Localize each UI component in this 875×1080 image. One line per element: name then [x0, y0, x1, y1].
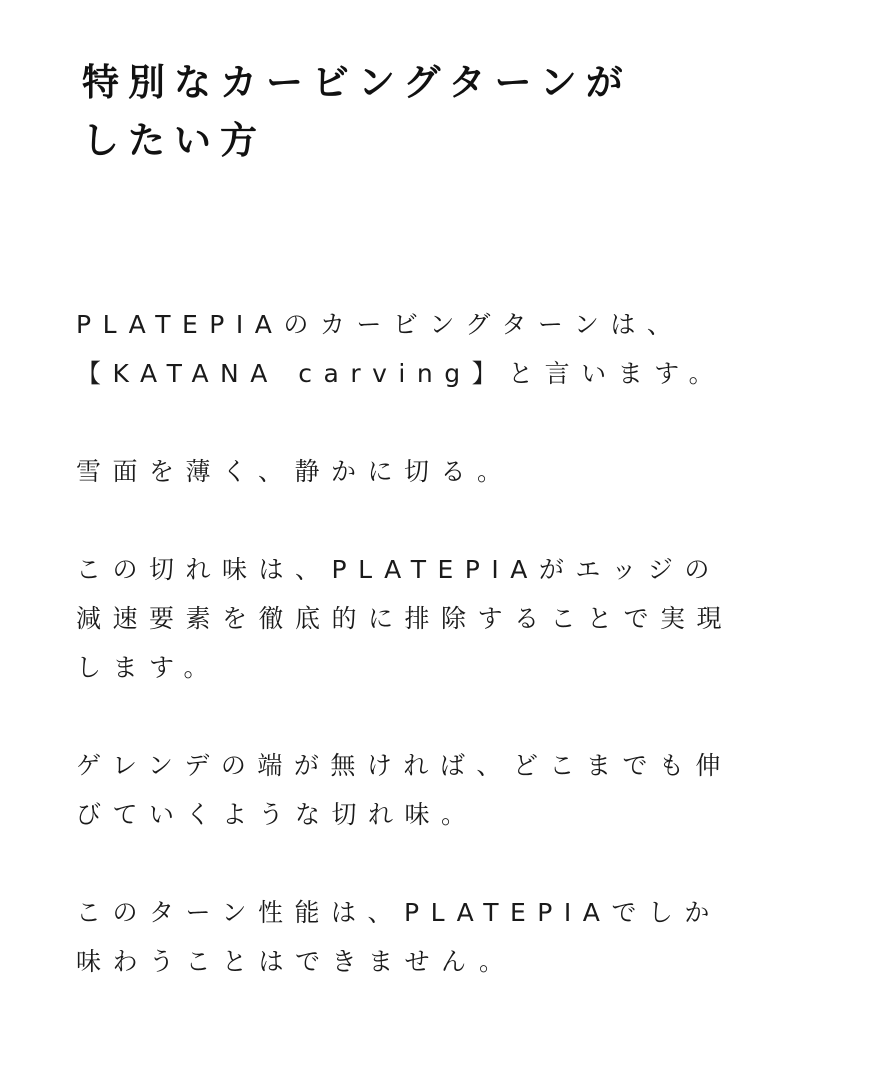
paragraph-line: このターン性能は、PLATEPIAでしか: [76, 898, 721, 927]
paragraph-line: 雪面を薄く、静かに切る。: [76, 457, 514, 486]
heading-line: したい方: [82, 119, 266, 162]
paragraph-line: 【KATANA carving】と言います。: [76, 359, 726, 388]
section-heading: [82, 54, 782, 170]
paragraph-slope-edge: [76, 741, 732, 839]
paragraph-turn-performance: [76, 888, 721, 986]
paragraph-line: PLATEPIAのカービングターンは、: [76, 310, 684, 339]
paragraph-line: します。: [76, 653, 221, 682]
paragraph-line: この切れ味は、PLATEPIAがエッジの: [76, 555, 721, 584]
paragraph-snow-surface: [76, 447, 514, 496]
paragraph-line: 味わうことはできません。: [76, 947, 516, 976]
paragraph-line: ゲレンデの端が無ければ、どこまでも伸: [76, 751, 732, 780]
paragraph-line: びていくような切れ味。: [76, 800, 478, 829]
paragraph-line: 減速要素を徹底的に排除することで実現: [76, 604, 734, 633]
heading-line: 特別なカービングターンが: [82, 61, 632, 104]
paragraph-sharpness: [76, 545, 733, 692]
paragraph-katana-carving: [76, 300, 725, 398]
